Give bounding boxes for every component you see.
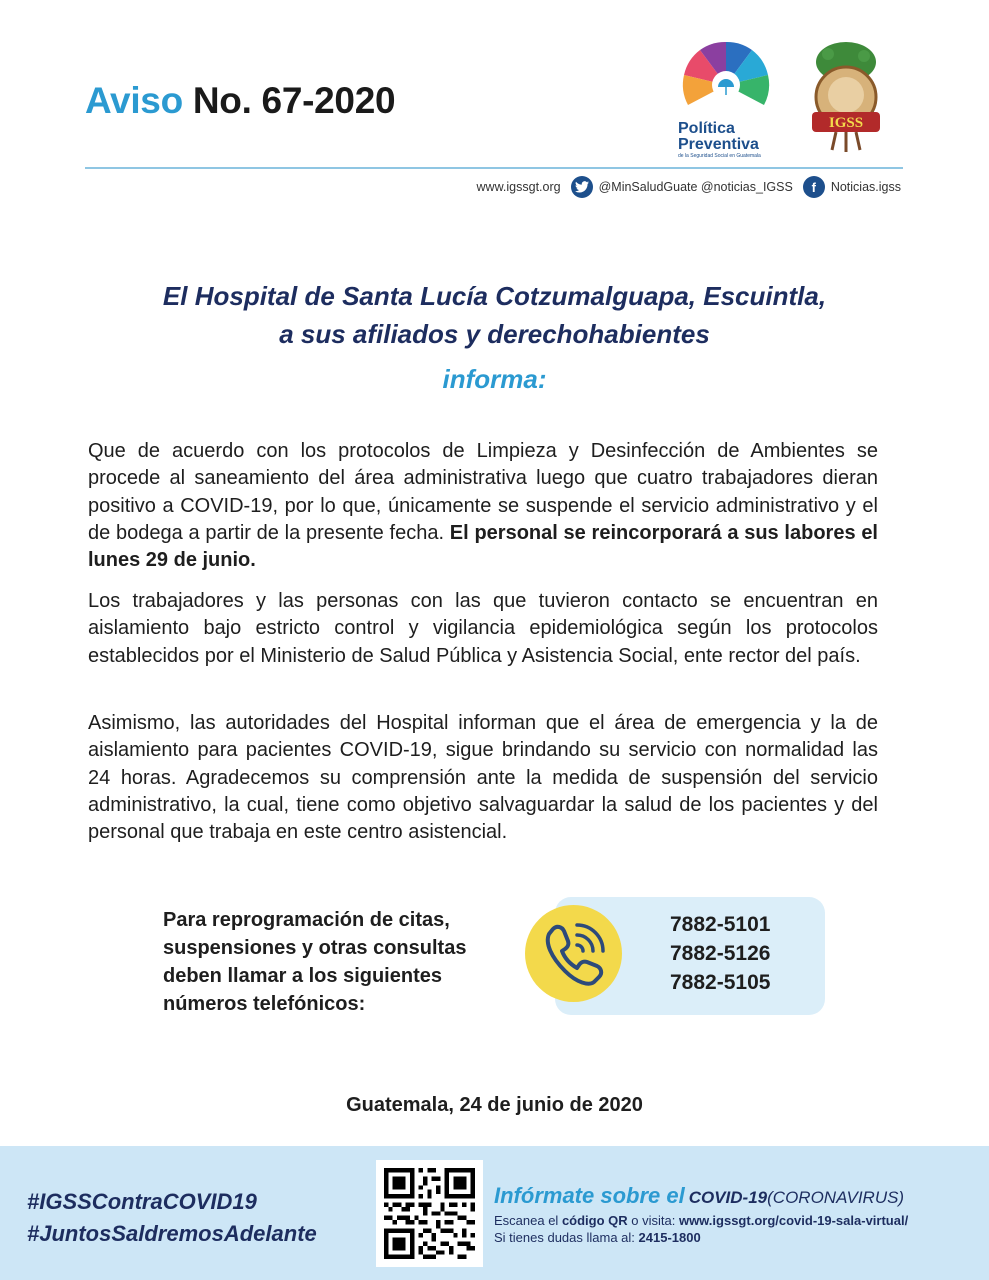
headline-line1: El Hospital de Santa Lucía Cotzumalguapa, Escuintla,: [162, 281, 827, 311]
politica-preventiva-logo: [676, 30, 906, 165]
header-divider: [85, 167, 903, 169]
hashtag-igss[interactable]: #IGSSContraCOVID19: [27, 1189, 257, 1214]
website-link[interactable]: www.igssgt.org: [476, 180, 561, 194]
body-paragraph-3: Asimismo, las autoridades del Hospital informan que el área de emergencia y la de aislamiento para pacientes COVID-19, sigue brindando su servicio con normalidad las 24 horas. Agradecemos su comprensión ante la medida de suspensión del servicio administrativo, la cual, tiene como objetivo salvaguardar la salud de los pacientes y del personal que trabaja en este centro asistencial.: [88, 712, 878, 844]
phone-icon: [525, 905, 622, 1002]
facebook-link[interactable]: f Noticias.igss: [803, 176, 901, 198]
sala-virtual-link[interactable]: www.igssgt.org/covid-19-sala-virtual/: [678, 1213, 909, 1228]
phone-list: [670, 910, 770, 997]
notice-title: [85, 80, 395, 122]
igss-seal-logo: [812, 42, 880, 152]
hashtag-juntos[interactable]: #JuntosSaldremosAdelante: [27, 1221, 317, 1246]
logo-text-preventiva: Preventiva: [678, 136, 759, 153]
phone-number[interactable]: 7882-5126: [670, 942, 771, 965]
twitter-icon: [571, 176, 593, 198]
contact-instructions: Para reprogramación de citas, suspensiones y otras consultas deben llamar a los siguientes números telefónicos:: [163, 909, 467, 1015]
info-phone-number[interactable]: 2415-1800: [638, 1230, 701, 1245]
notice-number: No. 67-2020: [192, 80, 396, 121]
info-coronavirus: (CORONAVIRUS): [767, 1188, 905, 1207]
phone-number[interactable]: 7882-5105: [670, 971, 771, 994]
footer-hashtags: [27, 1186, 317, 1250]
headline-line2: a sus afiliados y derechohabientes: [279, 319, 710, 349]
body-paragraph-1: Que de acuerdo con los protocolos de Limpieza y Desinfección de Ambientes se procede al saneamiento del área administrativa luego que cuatro trabajadores dieran positivo a COVID-19, por lo que, únicamente se suspende el servicio administrativo y el de bodega a partir de la presente fecha. El personal se reincorporará a sus labores el lunes 29 de junio.: [88, 440, 878, 572]
info-phone-line: Si tienes dudas llama al: 2415-1800: [494, 1230, 701, 1245]
phone-number[interactable]: 7882-5101: [670, 913, 771, 936]
body-paragraph-1-bold: El personal se reincorporará a sus labores el lunes 29 de junio.: [88, 521, 878, 572]
info-qr-line: Escanea el código QR o visita: www.igssgt.org/covid-19-sala-virtual/: [494, 1213, 909, 1228]
facebook-icon: f: [803, 176, 825, 198]
info-title: Infórmate sobre el COVID-19(CORONAVIRUS): [494, 1183, 905, 1208]
twitter-link[interactable]: @MinSaludGuate @noticias_IGSS: [571, 176, 793, 198]
logo-text-tagline: de la Seguridad Social en Guatemala: [678, 153, 761, 159]
notice-title-word: Aviso: [85, 80, 183, 121]
qr-code[interactable]: [376, 1160, 483, 1267]
logo-text-igss: IGSS: [828, 115, 864, 131]
body-paragraph-2: Los trabajadores y las personas con las que tuvieron contacto se encuentran en aislamiento bajo estricto control y vigilancia epidemiológica según los protocolos establecidos por el Ministerio de Salud Pública y Asistencia Social, ente rector del país.: [88, 590, 878, 667]
info-covid: COVID-19: [688, 1188, 768, 1207]
notice-date: Guatemala, 24 de junio de 2020: [346, 1094, 643, 1116]
social-links: [477, 176, 901, 198]
headline: [0, 277, 989, 353]
informa-heading: informa:: [442, 364, 547, 394]
logo-text-politica: Política: [678, 120, 735, 137]
header-logos: [676, 30, 906, 165]
